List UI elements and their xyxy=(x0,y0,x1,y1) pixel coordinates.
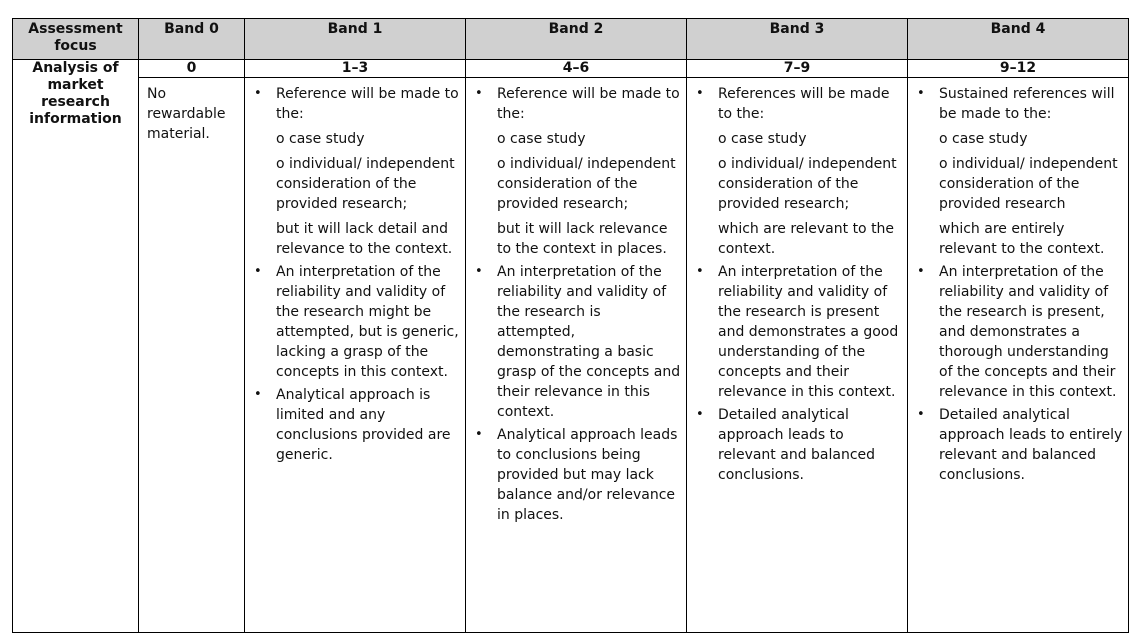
header-band-2: Band 2 xyxy=(466,19,687,60)
band-3-reference-lead: References will be made to the: xyxy=(718,86,890,122)
band-4-interpretation-bullet: • An interpretation of the reliability and validity of the research is present, and demonstrates a thorough understanding of the concepts and their relevance in this context. xyxy=(939,262,1124,402)
band-3-descriptor xyxy=(687,78,908,633)
assessment-focus-cell: Analysis of market research information xyxy=(13,60,139,633)
band-0-descriptor: No rewardable material. xyxy=(139,78,245,633)
marks-band-3: 7–9 xyxy=(687,60,908,78)
band-2-interpretation-bullet: • An interpretation of the reliability and validity of the research is attempted, demonstrating a basic grasp of the concepts and their relevance in this context. xyxy=(497,262,682,422)
band-2-independent: o individual/ independent consideration of the provided research; xyxy=(497,156,676,212)
header-assessment-focus: Assessment focus xyxy=(13,19,139,60)
band-1-reference-bullet xyxy=(276,84,461,259)
band-3-reference-tail: which are relevant to the context. xyxy=(718,221,895,257)
band-3-case-study: o case study xyxy=(718,131,807,147)
band-4-independent: o individual/ independent consideration of the provided research xyxy=(939,156,1118,212)
marks-band-1: 1–3 xyxy=(245,60,466,78)
band-3-analysis-bullet: • Detailed analytical approach leads to relevant and balanced conclusions. xyxy=(718,405,903,485)
band-1-reference-tail: but it will lack detail and relevance to the context. xyxy=(276,221,453,257)
band-4-case-study: o case study xyxy=(939,131,1028,147)
band-4-bullets xyxy=(916,84,1124,485)
marks-row xyxy=(13,60,1129,78)
band-2-reference-bullet xyxy=(497,84,682,259)
band-3-interpretation-bullet: • An interpretation of the reliability and validity of the research is present and demonstrates a good understanding of the concepts and their relevance in this context. xyxy=(718,262,903,402)
band-2-analysis-bullet: • Analytical approach leads to conclusions being provided but may lack balance and/or relevance in places. xyxy=(497,425,682,525)
header-band-1: Band 1 xyxy=(245,19,466,60)
band-1-case-study: o case study xyxy=(276,131,365,147)
band-4-descriptor xyxy=(908,78,1129,633)
band-3-reference-bullet xyxy=(718,84,903,259)
band-3-bullets xyxy=(695,84,903,485)
band-1-analysis-bullet: • Analytical approach is limited and any conclusions provided are generic. xyxy=(276,385,461,465)
band-1-descriptor xyxy=(245,78,466,633)
header-row xyxy=(13,19,1129,60)
band-4-analysis-bullet: • Detailed analytical approach leads to entirely relevant and balanced conclusions. xyxy=(939,405,1124,485)
band-4-reference-tail: which are entirely relevant to the context. xyxy=(939,221,1105,257)
band-2-case-study: o case study xyxy=(497,131,586,147)
header-band-3: Band 3 xyxy=(687,19,908,60)
band-2-bullets xyxy=(474,84,682,525)
assessment-rubric-table xyxy=(12,18,1129,633)
band-1-interpretation-bullet: • An interpretation of the reliability and validity of the research might be attempted, but is generic, lacking a grasp of the concepts in this context. xyxy=(276,262,461,382)
band-4-reference-lead: Sustained references will be made to the: xyxy=(939,86,1115,122)
band-4-reference-bullet xyxy=(939,84,1124,259)
descriptor-row xyxy=(13,78,1129,633)
band-1-independent: o individual/ independent consideration of the provided research; xyxy=(276,156,455,212)
marks-band-0: 0 xyxy=(139,60,245,78)
marks-band-4: 9–12 xyxy=(908,60,1129,78)
header-band-0: Band 0 xyxy=(139,19,245,60)
band-2-reference-tail: but it will lack relevance to the context in places. xyxy=(497,221,668,257)
band-1-bullets xyxy=(253,84,461,465)
band-2-reference-lead: Reference will be made to the: xyxy=(497,86,680,122)
header-band-4: Band 4 xyxy=(908,19,1129,60)
band-3-independent: o individual/ independent consideration of the provided research; xyxy=(718,156,897,212)
band-2-descriptor xyxy=(466,78,687,633)
marks-band-2: 4–6 xyxy=(466,60,687,78)
band-1-reference-lead: Reference will be made to the: xyxy=(276,86,459,122)
